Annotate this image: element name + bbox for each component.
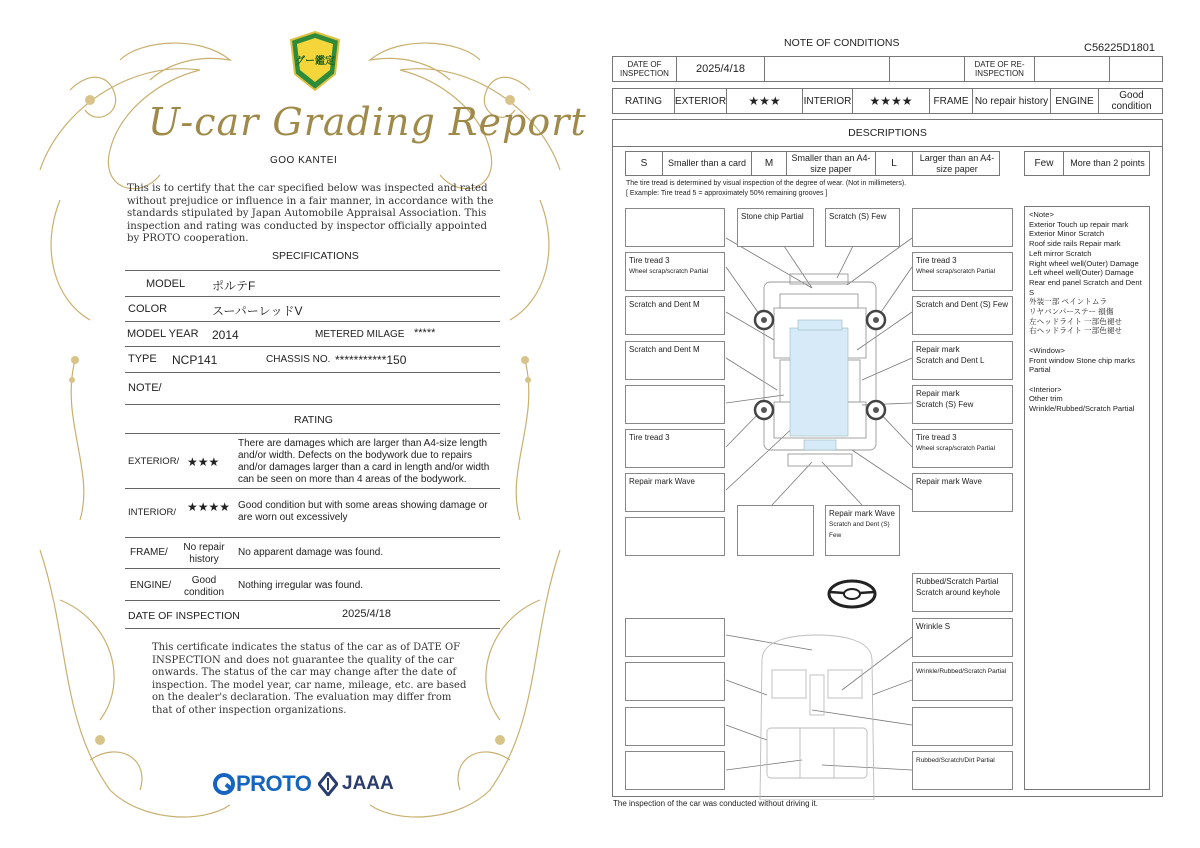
note-line: <Window>	[1029, 345, 1065, 355]
box-empty	[625, 385, 725, 424]
sheet-title: NOTE OF CONDITIONS	[784, 37, 900, 49]
badge-text: グー鑑定	[295, 56, 335, 67]
note-line: リヤバンパーステー 損傷	[1029, 307, 1114, 317]
rating-row	[612, 88, 1163, 114]
legend-text-few: More than 2 points	[1070, 158, 1145, 168]
box-text: Scratch and Dent M	[629, 300, 700, 309]
box-left-rear-tire	[625, 429, 725, 468]
box-right-front-tire	[912, 252, 1013, 291]
interior-stars: ★★★★	[187, 500, 231, 514]
note-label: NOTE/	[128, 382, 162, 394]
box-scratch-dent-m-front	[625, 296, 725, 335]
note-line	[1029, 375, 1145, 385]
jaaa-emblem-icon	[318, 772, 338, 796]
box-repair-dent-l	[912, 341, 1013, 380]
proto-q-icon	[213, 773, 235, 795]
divider	[125, 296, 500, 297]
legend-text-m: Smaller than an A4-size paper	[787, 152, 876, 175]
box-subtext: Scratch and Dent L	[916, 356, 985, 365]
box-seat-wrs	[912, 662, 1013, 701]
legend-code-few: Few	[1025, 152, 1064, 175]
descriptions-heading: DESCRIPTIONS	[848, 127, 927, 139]
mileage-label: METERED MILAGE	[315, 329, 405, 340]
box-subtext: Wheel scrap/scratch Partial	[916, 445, 996, 452]
box-text: Scratch and Dent (S) Few	[916, 300, 1009, 309]
model-value: ポルテF	[212, 279, 256, 293]
divider	[125, 537, 500, 538]
legend-code-s: S	[626, 152, 663, 175]
note-line: Left wheel well(Outer) Damage	[1029, 268, 1134, 278]
legend-text-l: Larger than an A4-size paper	[919, 152, 995, 174]
rating-label: RATING	[613, 89, 675, 113]
box-empty	[625, 208, 725, 247]
rating-heading: RATING	[294, 414, 333, 426]
box-text: Rubbed/Scratch Partial	[916, 577, 999, 586]
chassis-value: ***********150	[335, 353, 407, 367]
engine-value: Good condition	[183, 575, 225, 598]
legend-code-m: M	[752, 152, 787, 175]
certificate-footer: This certificate indicates the status of the car as of DATE OF INSPECTION and does not guarantee the quality of the car onwards. The status of the car may change after the date of inspection. The model year, car name, mileage, etc. are based on the dealer's declaration. The evaluation may differ from that of other inspection organizations.	[152, 642, 467, 716]
interior-description: Good condition but with some areas showing damage or are worn out excessively	[238, 500, 488, 523]
sheet-footer: The inspection of the car was conducted without driving it.	[613, 799, 818, 808]
note-line: Right wheel well(Outer) Damage	[1029, 258, 1139, 268]
box-text: Tire tread 3	[629, 256, 670, 265]
box-subtext: Wheel scrap/scratch Partial	[916, 268, 996, 275]
box-scratch-dent-m-side	[625, 341, 725, 380]
box-text: Repair mark Wave	[629, 477, 695, 486]
box-empty	[912, 707, 1013, 746]
note-line: 外装一部 ペイントムラ	[1029, 297, 1108, 307]
box-text: Repair mark	[916, 345, 960, 354]
box-rubbed-dirt	[912, 751, 1013, 790]
box-subtext: Wheel scrap/scratch Partial	[629, 268, 709, 275]
legend-text-s: Smaller than a card	[663, 152, 752, 175]
exterior-label: EXTERIOR/	[128, 456, 180, 467]
engine-value: Good condition	[1111, 90, 1152, 112]
engine-description: Nothing irregular was found.	[238, 580, 364, 591]
note-line: Wrinkle/Rubbed/Scratch Partial	[1029, 404, 1135, 414]
box-subtext: Scratch (S) Few	[916, 400, 974, 409]
sheet-code: C56225D1801	[1084, 42, 1155, 54]
exterior-stars: ★★★	[187, 455, 220, 469]
interior-label: INTERIOR/	[128, 507, 177, 518]
specs-heading: SPECIFICATIONS	[272, 250, 359, 262]
box-repair-scratch-few	[912, 385, 1013, 424]
empty-cell	[765, 57, 890, 81]
note-line: 右ヘッドライト 一部色褪せ	[1029, 326, 1123, 336]
box-text: Repair mark Wave	[916, 477, 982, 486]
box-text: Repair mark Wave	[829, 509, 895, 518]
few-legend	[1024, 151, 1150, 176]
note-line: Left mirror Scratch	[1029, 248, 1092, 258]
divider	[125, 488, 500, 489]
box-left-front-tire	[625, 252, 725, 291]
box-text: Repair mark	[916, 389, 960, 398]
chassis-label: CHASSIS NO.	[266, 354, 331, 365]
box-repair-wave-left	[625, 473, 725, 512]
divider	[125, 628, 500, 629]
divider	[125, 321, 500, 322]
box-text: Wrinkle/Rubbed/Scratch Partial	[916, 668, 1007, 675]
date-row	[612, 56, 1163, 82]
frame-label: FRAME	[930, 89, 973, 113]
date-label: DATE OF INSPECTION	[128, 610, 240, 622]
frame-label: FRAME/	[130, 547, 168, 558]
notes-panel	[1024, 206, 1150, 790]
divider	[125, 404, 500, 405]
date-inspection-label: DATE OF INSPECTION	[613, 57, 677, 81]
note-line: Rear end panel Scratch and Dent S	[1029, 277, 1142, 297]
box-empty	[625, 618, 725, 657]
box-empty	[625, 751, 725, 790]
exterior-description: There are damages which are larger than A4-size length and/or width. Defects on the bodywork due to repairs and/or damages larger than a card in length and/or width can be seen on more than 4 areas of the bodywork.	[238, 438, 490, 485]
box-repair-wave-right	[912, 473, 1013, 512]
box-empty	[625, 707, 725, 746]
report-title: U-car Grading Report	[148, 100, 587, 144]
jaaa-logo-text: JAAA	[342, 773, 394, 794]
tire-note-1: The tire tread is determined by visual inspection of the degree of wear. (Not in millimeters).	[626, 180, 907, 187]
box-text: Rubbed/Scratch/Dirt Partial	[916, 757, 995, 764]
interior-stars: ★★★★	[853, 89, 930, 113]
box-subtext: Scratch and Dent (S) Few	[829, 521, 890, 539]
note-line: Exterior Touch up repair mark	[1029, 219, 1129, 229]
divider	[125, 270, 500, 271]
date-inspection-value: 2025/4/18	[677, 57, 765, 81]
box-steering	[912, 573, 1013, 612]
box-text: Scratch and Dent M	[629, 345, 700, 354]
tire-note-2: [ Example: Tire tread 5 = approximately 50% remaining grooves ]	[626, 190, 828, 197]
exterior-label: EXTERIOR	[675, 89, 727, 113]
box-text: Scratch (S) Few	[829, 212, 887, 221]
box-scratch-dent-s-few	[912, 296, 1013, 335]
note-line: Roof side rails Repair mark	[1029, 239, 1121, 249]
note-line: Exterior Minor Scratch	[1029, 229, 1105, 239]
date-reinspection-label: DATE OF RE-INSPECTION	[965, 57, 1035, 81]
box-right-rear-tire	[912, 429, 1013, 468]
divider	[125, 600, 500, 601]
box-text: Tire tread 3	[916, 256, 957, 265]
frame-value: No repair history	[973, 89, 1051, 113]
steering-wheel-icon	[826, 578, 878, 610]
type-label: TYPE	[128, 353, 157, 365]
box-empty	[625, 517, 725, 556]
box-empty	[737, 505, 814, 556]
size-legend	[625, 151, 1000, 176]
mileage-value: *****	[414, 327, 436, 339]
goo-kantei-badge	[287, 30, 343, 92]
color-value: スーパーレッドV	[212, 304, 303, 318]
proto-logo	[213, 770, 311, 798]
box-scratch-few	[825, 208, 900, 247]
box-rear-center	[825, 505, 900, 556]
interior-label: INTERIOR	[803, 89, 853, 113]
exterior-stars: ★★★	[727, 89, 803, 113]
note-line: Other trim	[1029, 394, 1063, 404]
note-line	[1029, 336, 1145, 346]
engine-label: ENGINE/	[130, 580, 172, 591]
box-empty	[625, 662, 725, 701]
certificate-intro: This is to certify that the car specified below was inspected and rated without prejudice or influence in a fair manner, in accordance with the standards stipulated by Japan Automobile Appraisal Association. This inspection and rating was conducted by inspector officially appointed by PROTO cooperation.	[127, 183, 494, 244]
divider	[125, 568, 500, 569]
date-reinspection-value	[1035, 57, 1110, 81]
engine-label: ENGINE	[1051, 89, 1099, 113]
model-year-value: 2014	[212, 328, 239, 342]
box-text: Tire tread 3	[629, 433, 670, 442]
frame-description: No apparent damage was found.	[238, 547, 384, 558]
model-year-label: MODEL YEAR	[127, 328, 199, 340]
legend-code-l: L	[876, 152, 913, 175]
date-value: 2025/4/18	[342, 608, 391, 620]
frame-value: No repair history	[183, 542, 225, 565]
box-text: Tire tread 3	[916, 433, 957, 442]
box-wrinkle-s	[912, 618, 1013, 657]
note-line: 左ヘッドライト 一部色褪せ	[1029, 316, 1123, 326]
report-subtitle: GOO KANTEI	[270, 155, 338, 166]
box-text: Wrinkle S	[916, 622, 951, 631]
box-stone-chip	[737, 208, 814, 247]
box-subtext: Scratch around keyhole	[916, 588, 1001, 597]
box-empty	[912, 208, 1013, 247]
note-line: Front window Stone chip marks Partial	[1029, 355, 1135, 375]
box-text: Stone chip Partial	[741, 212, 804, 221]
type-value: NCP141	[172, 353, 218, 367]
jaaa-logo	[318, 770, 394, 798]
empty-cell	[890, 57, 965, 81]
model-label: MODEL	[146, 278, 186, 290]
note-line: <Note>	[1029, 210, 1054, 219]
note-line: <Interior>	[1029, 384, 1062, 394]
divider	[125, 372, 500, 373]
divider	[613, 146, 1162, 147]
color-label: COLOR	[128, 303, 168, 315]
divider	[125, 433, 500, 434]
divider	[125, 346, 500, 347]
proto-logo-text: PROTO	[236, 771, 312, 796]
